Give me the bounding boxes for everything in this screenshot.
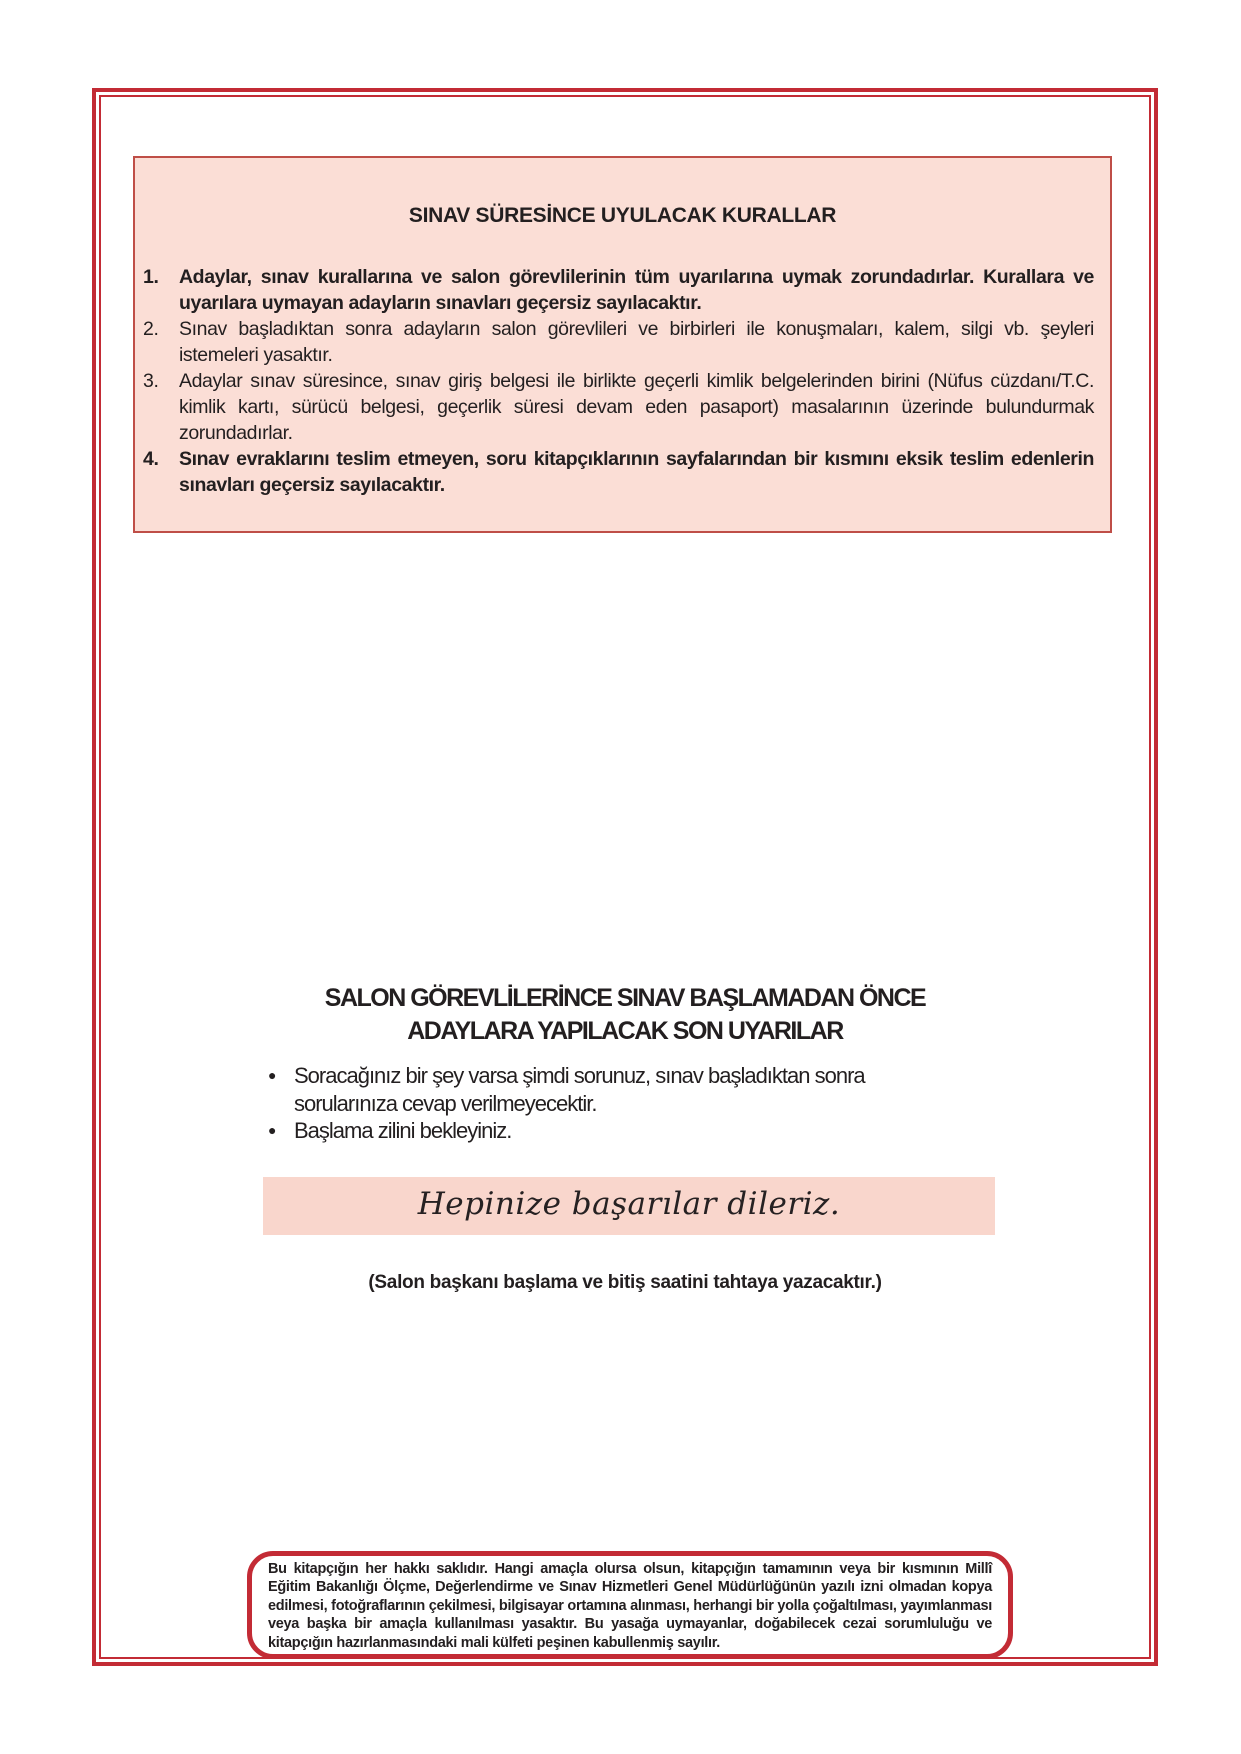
rule-text: Sınav başladıktan sonra adayların salon görevlileri ve birbirleri ile konuşmaları, kalem, silgi vb. şeyleri istemeleri yasaktır. [179,318,1094,366]
rule-text: Adaylar sınav süresince, sınav giriş belgesi ile birlikte geçerli kimlik belgelerinden birini (Nüfus cüzdanı/T.C. kimlik kartı, sürücü belgesi, geçerlik süresi devam eden pasaport) masalarının üzerinde bulundurmak zorundadırlar. [179,370,1094,444]
bullet-item [268,1062,868,1117]
bullet-icon: ● [268,1067,276,1083]
final-warnings-heading-line-2: ADAYLARA YAPILACAK SON UYARILAR [407,1017,843,1045]
success-banner [263,1177,995,1235]
rules-list [139,264,1094,498]
rules-box [133,156,1112,533]
rule-item [139,368,1094,446]
rule-item [139,316,1094,368]
final-warnings-heading [92,982,1158,1048]
rule-number: 1. [143,266,159,288]
copyright-text: Bu kitapçığın her hakkı saklıdır. Hangi amaçla olursa olsun, kitapçığın tamamının veya bir kısmının Millî Eğitim Bakanlığı Ölçme, Değerlendirme ve Sınav Hizmetleri Genel Müdürlüğünün yazılı izni olmadan kopya edilmesi, fotoğraflarının çekilmesi, bilgisayar ortamına alınması, herhangi bir yolla çoğaltılması, yayımlanması veya başka bir amaçla kullanılması yasaktır. Bu yasağa uymayanlar, doğabilecek cezai sorumluluğu ve kitapçığın hazırlanmasındaki mali külfeti peşinen kabullenmiş sayılır. [268,1561,992,1651]
rule-text: Sınav evraklarını teslim etmeyen, soru kitapçıklarının sayfalarından bir kısmını eksik teslim edenlerin sınavları geçersiz sayılacaktır. [179,448,1094,496]
rule-item [139,264,1094,316]
final-warnings-heading-line-1: SALON GÖREVLİLERİNCE SINAV BAŞLAMADAN ÖNCE [324,984,926,1012]
rule-number: 4. [143,448,159,470]
rule-number: 3. [143,370,159,392]
rules-title: SINAV SÜRESİNCE UYULACAK KURALLAR [408,204,837,227]
rule-text: Adaylar, sınav kurallarına ve salon görevlilerinin tüm uyarılarına uymak zorundadırlar. Kurallara ve uyarılara uymayan adayların sınavları geçersiz sayılacaktır. [179,266,1094,314]
bullet-text: Soracağınız bir şey varsa şimdi sorunuz, sınav başladıktan sonra sorularınıza cevap verilmeyecektir. [294,1063,865,1116]
warnings-bullet-list [268,1062,868,1145]
bullet-item [268,1117,868,1145]
chalkboard-note: (Salon başkanı başlama ve bitiş saatini tahtaya yazacaktır.) [368,1272,882,1293]
bullet-text: Başlama zilini bekleyiniz. [294,1118,512,1143]
bullet-icon: ● [268,1122,276,1138]
rule-item [139,446,1094,498]
rule-number: 2. [143,318,159,340]
success-banner-text: Hepinize başarılar dileriz. [417,1186,841,1222]
copyright-box [247,1551,1013,1659]
